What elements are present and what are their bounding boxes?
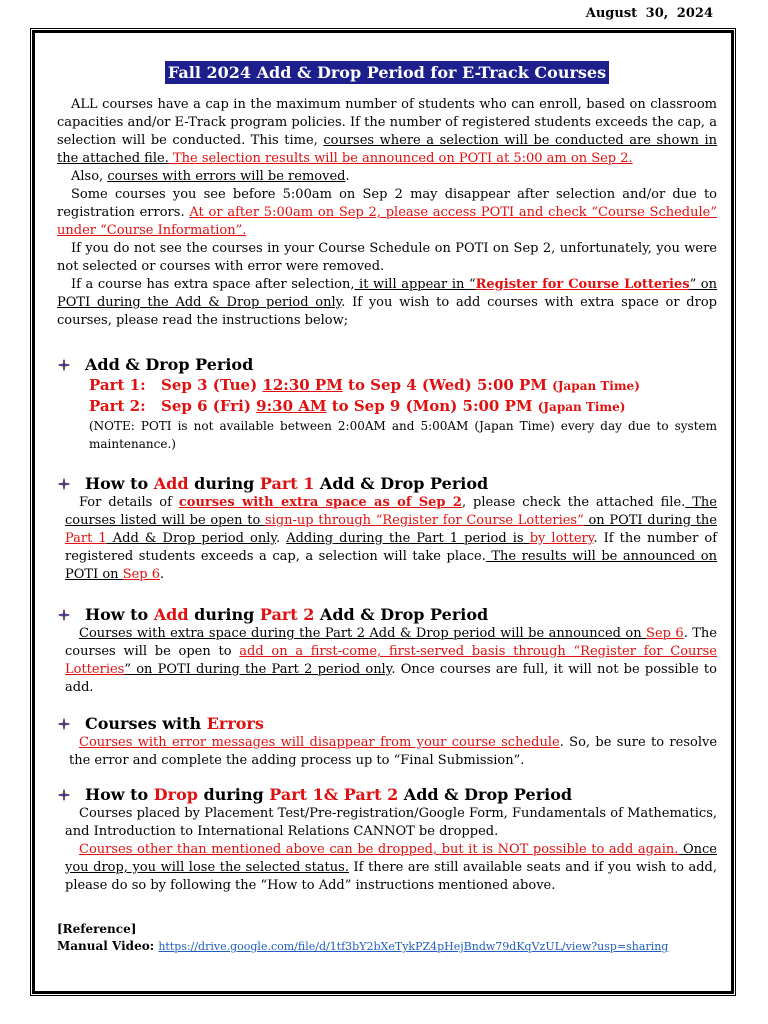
intro-text: Some courses you see before 5:00am on Sep 2 may disappear after selection and/or due to registration errors. (57, 187, 717, 220)
intro-text: If a course has extra space after selection, (71, 277, 355, 292)
heading-text: during (188, 605, 260, 624)
body-text: . (276, 531, 287, 546)
period-heading (57, 354, 717, 375)
body-red-text: Courses with error messages will disappear from your course schedule (79, 735, 560, 750)
intro-text: Also, (71, 169, 108, 184)
intro-red-text: At or after 5:00am on Sep 2, please access POTI and check “Course Schedule” under “Course Information”. (57, 205, 717, 238)
body-text: . The courses will be open to (65, 626, 717, 659)
document-content (57, 61, 717, 955)
heading-red-text: Part 2 (259, 605, 315, 624)
star-bullet-icon (57, 788, 71, 802)
heading-text: during (197, 785, 270, 804)
heading-red-text: Drop (153, 785, 198, 804)
document-title: Fall 2024 Add & Drop Period for E-Track Courses (165, 61, 609, 84)
period-heading-text: Add & Drop Period (85, 355, 254, 374)
body-red-bold-text: courses with extra space as of Sep 2 (178, 495, 462, 510)
heading-text: Add & Drop Period (314, 474, 489, 493)
heading-text: during (188, 474, 260, 493)
intro-red-bold-text: Register for Course Lotteries (475, 277, 690, 292)
body-red-text: sign-up through “Register for Course Lotteries” (265, 513, 584, 528)
intro-paragraph-2 (57, 168, 717, 186)
part1-line (57, 375, 717, 396)
intro-text: . (345, 169, 350, 184)
part2-line (57, 396, 717, 417)
heading-text: Add & Drop Period (314, 605, 489, 624)
intro-paragraph-1 (57, 96, 717, 168)
heading-text: How to (85, 785, 154, 804)
body-underlined-text: ” on POTI during the Part 2 period only (124, 662, 392, 677)
reference-label: [Reference] (57, 922, 137, 936)
errors-heading (57, 713, 717, 734)
body-underlined-text: Once you drop, you will lose the selected status. (65, 842, 718, 875)
errors-body (57, 734, 717, 770)
body-underlined-text: Courses with extra space during the Part 2 Add & Drop period will be announced on (79, 626, 647, 641)
part1-text: to Sep 4 (Wed) 5:00 PM (342, 376, 553, 394)
part1-start-time: 12:30 PM (262, 376, 343, 394)
body-red-text: Part 1 (65, 531, 107, 546)
body-red-text: Sep 6 (122, 567, 161, 582)
star-bullet-icon (57, 477, 71, 491)
heading-red-text: Add (153, 605, 189, 624)
body-underlined-text: Add & Drop period only (106, 531, 276, 546)
heading-text: Courses with (85, 714, 207, 733)
drop-body-2 (57, 841, 717, 895)
body-text: , please check the attached file. (461, 495, 686, 510)
body-red-text: add on a first-come, first-served basis through “Register for Course Lotteries (65, 644, 717, 677)
document-date: August 30, 2024 (585, 6, 713, 21)
add-part2-body (57, 625, 717, 697)
maintenance-note: (NOTE: POTI is not available between 2:00AM and 5:00AM (Japan Time) every day due to system maintenance.) (89, 419, 717, 451)
intro-underlined-text: courses where a selection will be conducted are shown in the attached file. (57, 133, 717, 166)
part2-start-time: 9:30 AM (256, 397, 327, 415)
manual-video-label: Manual Video: (57, 939, 159, 953)
heading-red-text: Add (153, 474, 189, 493)
add-part1-heading (57, 473, 717, 494)
add-part1-body (57, 494, 717, 584)
intro-underlined-text: it will appear in “ (354, 277, 476, 292)
body-text: . (160, 567, 165, 582)
body-text: . If the number of registered students exceeds a cap, a selection will take place. (65, 531, 718, 564)
intro-text: ALL courses have a cap in the maximum number of students who can enroll, based on classroom capacities and/or E-Track program policies. If the number of registered students exceeds the cap, a selection will be conducted. This time, (57, 97, 717, 148)
intro-text: . If you wish to add courses with extra space or drop courses, please read the instructions below; (57, 295, 717, 328)
body-underlined-text: Adding during the Part 1 period is (286, 531, 530, 546)
heading-text: How to (85, 605, 154, 624)
part1-timezone: (Japan Time) (552, 379, 640, 393)
body-red-text: by lottery (529, 531, 594, 546)
reference-section (57, 921, 717, 955)
intro-red-text: The selection results will be announced on POTI at 5:00 am on Sep 2. (168, 151, 633, 166)
part2-timezone: (Japan Time) (537, 400, 626, 414)
part2-text: to Sep 9 (Mon) 5:00 PM (326, 397, 538, 415)
body-underlined-text: on POTI during the (583, 513, 717, 528)
add-part2-section (57, 604, 717, 697)
star-bullet-icon (57, 608, 71, 622)
body-red-text: Sep 6 (646, 626, 684, 641)
drop-heading (57, 784, 717, 805)
body-text: For details of (79, 495, 179, 510)
drop-section (57, 784, 717, 895)
intro-paragraph-3 (57, 186, 717, 240)
body-text: . So, be sure to resolve the error and complete the adding process up to “Final Submission”. (69, 735, 718, 768)
heading-text: How to (85, 474, 154, 493)
errors-section (57, 713, 717, 770)
heading-red-text: Errors (206, 714, 264, 733)
star-bullet-icon (57, 717, 71, 731)
part2-label: Part 2: (89, 397, 146, 415)
heading-red-text: Part 1& Part 2 (269, 785, 399, 804)
part2-text: Sep 6 (Fri) (161, 397, 257, 415)
intro-paragraph-4: If you do not see the courses in your Course Schedule on POTI on Sep 2, unfortunately, you were not selected or courses with error were removed. (57, 241, 717, 274)
star-bullet-icon (57, 358, 71, 372)
manual-video-link[interactable]: https://drive.google.com/file/d/1tf3bY2bXeTykPZ4pHejBndw79dKqVzUL/view?usp=sharing (158, 940, 669, 953)
intro-section (57, 96, 717, 330)
body-red-text: Courses other than mentioned above can be dropped, but it is NOT possible to add again. (79, 842, 679, 857)
document-frame (32, 30, 734, 994)
intro-underlined-text: courses with errors will be removed (107, 169, 346, 184)
body-underlined-text: The courses listed will be open to (65, 495, 717, 528)
part1-label: Part 1: (89, 376, 146, 394)
period-section (57, 354, 717, 453)
intro-paragraph-5 (57, 276, 717, 330)
drop-body-1: Courses placed by Placement Test/Pre-registration/Google Form, Fundamentals of Mathematics, and Introduction to International Relations CANNOT be dropped. (65, 806, 717, 839)
body-underlined-text: The results will be announced on POTI on (65, 549, 717, 582)
body-text: If there are still available seats and if you wish to add, please do so by following the “How to Add” instructions mentioned above. (65, 860, 718, 893)
heading-text: Add & Drop Period (398, 785, 573, 804)
heading-red-text: Part 1 (259, 474, 315, 493)
add-part2-heading (57, 604, 717, 625)
body-text: . Once courses are full, it will not be possible to add. (65, 662, 717, 695)
intro-underlined-text: ” on POTI during the Add & Drop period only (57, 277, 717, 310)
add-part1-section (57, 473, 717, 584)
part1-text: Sep 3 (Tue) (161, 376, 263, 394)
